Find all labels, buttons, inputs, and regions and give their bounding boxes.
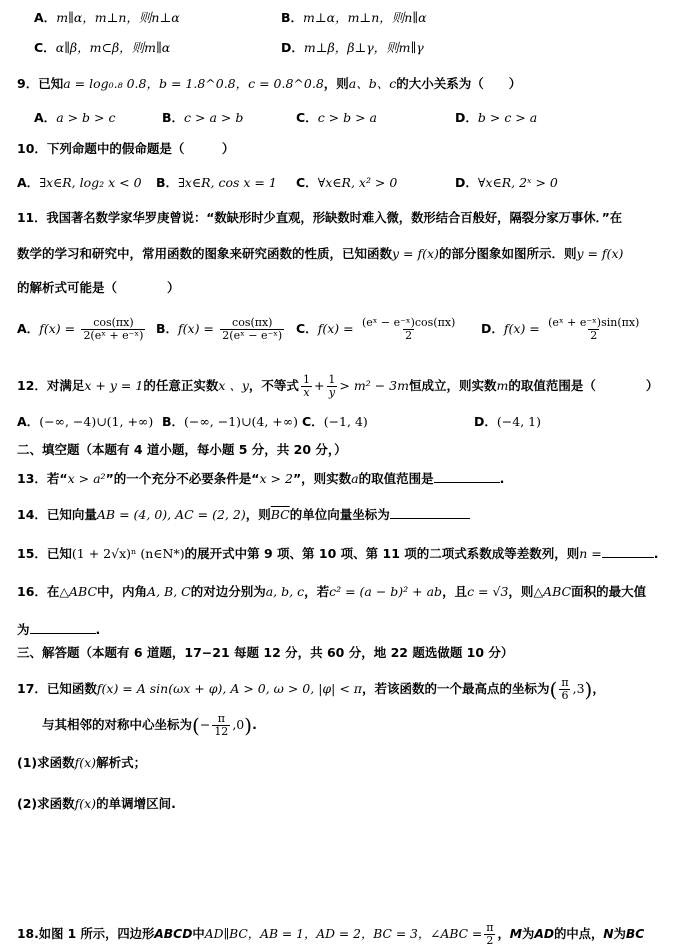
q10-option-a: A．∃x∈R, log₂ x < 0 [17,175,142,190]
q7-option-a: A．m∥α，m⊥n，则n⊥α [34,10,180,25]
q12-stem: 12．对满足x + y = 1的任意正实数x 、y，不等式 $\frac{1}{x}$ + $\frac{1}{y}$ > m² − 3m恒成立，则实数m的取值范围是（ ） [17,373,659,399]
section-2-heading: 二、填空题（本题有 4 道小题，每小题 5 分，共 20 分，） [17,442,347,457]
q7-option-c: C．α∥β，m⊂β，则m∥α [34,40,171,55]
q9-option-d: D．b > c > a [455,110,538,125]
q11-option-b: B．f(x) = $\frac{\cos(\pi x)}{\text{2(eˣ − e⁻ˣ)}}$ [156,316,283,342]
q9-options [0,110,693,126]
q16-line2: 为 . [17,622,101,637]
q10-stem: 10．下列命题中的假命题是（ ） [17,141,235,156]
q11-line3: 的解析式可能是（ ） [17,280,180,295]
q15-answer-blank[interactable] [602,545,654,558]
q12-options [0,414,693,430]
q12-option-c: C．(−1, 4) [302,414,368,429]
q17-part2: (2)求函数f(x)的单调增区间. [17,796,176,811]
q18-line1: 18.如图 1 所示，四边形ABCD中AD∥BC，AB = 1，AD = 2，BC = 3，∠ABC = $\frac{\pi}{2}$ ，M为AD的中点，N为BC [17,921,645,947]
q10-options [0,175,693,191]
q12-option-b: B．(−∞, −1)∪(4, +∞) [162,414,299,429]
q16-answer-blank[interactable] [30,621,96,634]
q13-answer-blank[interactable] [434,470,500,483]
q17-line2: 与其相邻的对称中心坐标为(− $\frac{\pi}{12}$ ,0). [42,712,257,738]
section-3-heading: 三、解答题（本题有 6 道题，17−21 每题 12 分，共 60 分，地 22 题选做题 10 分） [17,645,514,660]
q11-line2: 数学的学习和研究中，常用函数的图象来研究函数的性质，已知函数y = f(x)的部分图象如图所示．则y = f(x) [17,246,624,261]
q11-option-c: C．f(x) = $\frac{\text{(eˣ − e⁻ˣ)cos(πx)}}{2}$ [296,316,456,342]
q17-part1: (1)求函数f(x)解析式； [17,755,147,770]
q11-line1: 11．我国著名数学家华罗庚曾说：“数缺形时少直观，形缺数时难入微，数形结合百般好，隔裂分家万事休．”在 [17,211,623,225]
q12-option-a: A．(−∞, −4)∪(1, +∞) [17,414,154,429]
q11-option-d: D．f(x) = $\frac{\text{(eˣ + e⁻ˣ)sin(πx)}}{2}$ [481,316,640,342]
q9-option-b: B．c > a > b [162,110,244,125]
q16-line1: 16．在△ABC中，内角A, B, C的对边分别为a, b, c，若c² = (a − b)² + ab，且c = √3，则△ABC面积的最大值 [17,584,647,599]
q11-options [0,317,693,351]
q14: 14．已知向量AB = (4, 0), AC = (2, 2)，则$\overline{BC}$的单位向量坐标为 [17,506,470,523]
q12-option-d: D．(−4, 1) [474,414,541,429]
q14-answer-blank[interactable] [390,506,470,519]
q7-option-b: B．m⊥α，m⊥n，则n∥α [281,10,427,25]
q11-option-a: A．f(x) = $\frac{\cos(\pi x)}{\text{2(eˣ + e⁻ˣ)}}$ [17,316,144,342]
q9-option-c: C．c > b > a [296,110,377,125]
q7-option-d: D．m⊥β，β⊥γ，则m∥γ [281,40,424,55]
q15: 15．已知(1 + 2√x)ⁿ (n∈N*)的展开式中第 9 项、第 10 项、第 11 项的二项式系数成等差数列，则n = . [17,546,659,561]
q10-option-d: D．∀x∈R, 2ˣ > 0 [455,175,558,190]
q13: 13．若“x > a²”的一个充分不必要条件是“x > 2”，则实数a的取值范围是 . [17,471,505,486]
q9-stem: 9．已知a = log₀.₈ 0.8，b = 1.8^0.8，c = 0.8^0.8，则a、b、c的大小关系为（ ） [17,76,522,91]
q10-option-b: B．∃x∈R, cos x = 1 [156,175,277,190]
q17-line1: 17．已知函数f(x) = A sin(ωx + φ), A > 0, ω > 0, |φ| < π，若该函数的一个最高点的坐标为( $\frac{\pi}{6}$ ,3)， [17,676,605,702]
q10-option-c: C．∀x∈R, x² > 0 [296,175,398,190]
q9-option-a: A．a > b > c [34,110,116,125]
